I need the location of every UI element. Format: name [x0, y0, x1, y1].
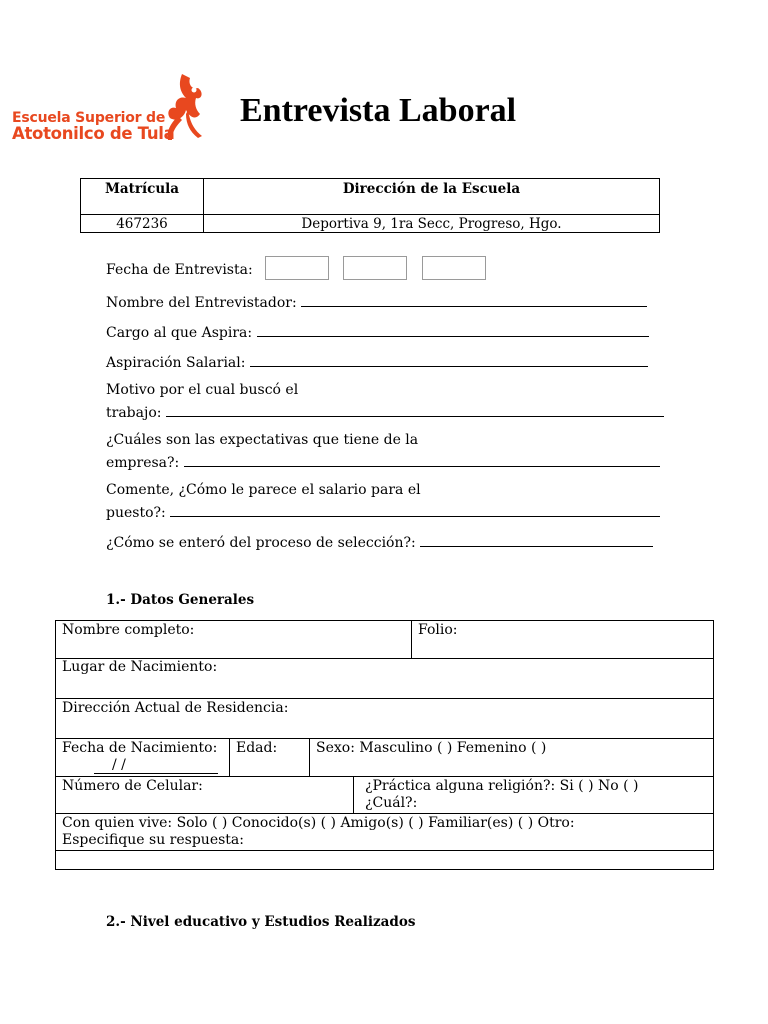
- celular-cell[interactable]: Número de Celular:: [62, 778, 203, 794]
- fecha-month-box[interactable]: [343, 256, 407, 280]
- fecha-entrevista-label: Fecha de Entrevista:: [106, 262, 253, 278]
- logo-text-line1: Escuela Superior de: [12, 110, 166, 126]
- proceso-field[interactable]: [420, 532, 653, 547]
- sexo-cell[interactable]: Sexo: Masculino ( ) Femenino ( ): [316, 740, 547, 756]
- section-nivel-educativo: 2.- Nivel educativo y Estudios Realizados: [106, 914, 416, 930]
- religion-cual-cell[interactable]: ¿Cuál?:: [365, 795, 418, 811]
- nombre-completo-cell[interactable]: Nombre completo:: [62, 622, 195, 638]
- logo-text-line2: Atotonilco de Tula: [12, 124, 175, 143]
- especifique-cell[interactable]: Especifique su respuesta:: [62, 832, 244, 848]
- matricula-value: 467236: [81, 215, 204, 233]
- matricula-header: Matrícula: [81, 179, 204, 215]
- datos-generales-table: [55, 620, 714, 870]
- entrevistador-row: [106, 292, 647, 311]
- direccion-value: Deportiva 9, 1ra Secc, Progreso, Hgo.: [204, 215, 660, 233]
- motivo-row: [106, 402, 664, 421]
- religion-cell[interactable]: ¿Práctica alguna religión?: Si ( ) No ( ): [365, 778, 639, 794]
- entrevistador-field[interactable]: [301, 292, 647, 307]
- entrevistador-label: Nombre del Entrevistador:: [106, 295, 297, 311]
- salario-row: [106, 502, 660, 521]
- cargo-field[interactable]: [257, 322, 649, 337]
- motivo-label-line1: Motivo por el cual buscó el: [106, 382, 299, 398]
- school-info-table: [80, 178, 660, 233]
- lugar-nacimiento-cell[interactable]: Lugar de Nacimiento:: [62, 659, 218, 675]
- motivo-label-line2: trabajo:: [106, 405, 162, 421]
- edad-cell[interactable]: Edad:: [236, 740, 278, 756]
- proceso-label: ¿Cómo se enteró del proceso de selección?:: [106, 535, 416, 551]
- aspiracion-field[interactable]: [250, 352, 648, 367]
- salario-label-line1: Comente, ¿Cómo le parece el salario para el: [106, 482, 421, 498]
- expectativas-field[interactable]: [184, 452, 660, 467]
- folio-cell[interactable]: Folio:: [418, 622, 458, 638]
- cargo-label: Cargo al que Aspira:: [106, 325, 253, 341]
- proceso-row: [106, 532, 653, 551]
- fecha-nacimiento-slashes: / /: [112, 757, 126, 773]
- aspiracion-label: Aspiración Salarial:: [106, 355, 246, 371]
- fecha-nacimiento-cell[interactable]: Fecha de Nacimiento:: [62, 740, 218, 756]
- expectativas-row: [106, 452, 660, 471]
- salario-label-line2: puesto?:: [106, 505, 166, 521]
- page-title: Entrevista Laboral: [240, 92, 517, 129]
- expectativas-label-line2: empresa?:: [106, 455, 180, 471]
- salario-field[interactable]: [170, 502, 660, 517]
- section-datos-generales: 1.- Datos Generales: [106, 592, 255, 608]
- direccion-header: Dirección de la Escuela: [204, 179, 660, 215]
- cargo-row: [106, 322, 649, 341]
- vive-con-cell[interactable]: Con quien vive: Solo ( ) Conocido(s) ( ) Amigo(s) ( ) Familiar(es) ( ) Otro:: [62, 815, 575, 831]
- aspiracion-row: [106, 352, 648, 371]
- expectativas-label-line1: ¿Cuáles son las expectativas que tiene de la: [106, 432, 419, 448]
- fecha-nacimiento-underline: [94, 773, 218, 774]
- fecha-day-box[interactable]: [265, 256, 329, 280]
- motivo-field[interactable]: [166, 402, 664, 417]
- fecha-year-box[interactable]: [422, 256, 486, 280]
- direccion-residencia-cell[interactable]: Dirección Actual de Residencia:: [62, 700, 289, 716]
